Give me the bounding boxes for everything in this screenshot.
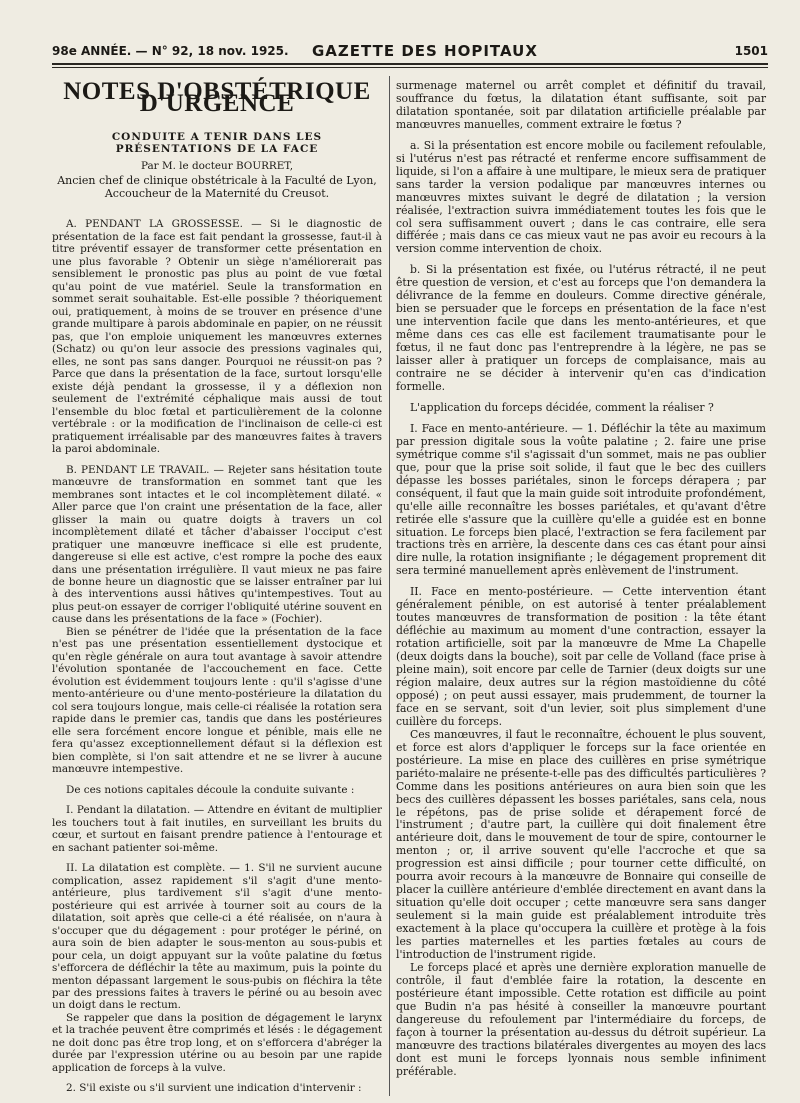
paragraph-application: L'application du forceps décidée, comment la réaliser ? (410, 400, 714, 414)
journal-title: GAZETTE DES HOPITAUX (312, 42, 538, 60)
paragraph-indication: 2. S'il existe ou s'il survient une indication d'intervenir : (66, 1082, 362, 1095)
paragraph-larynx: Se rappeler que dans la position de dégagement le larynx et la trachée peuvent être comprimés et lésés : le dégagement ne doit donc pas être trop long, et on s'efforcera d'abréger la durée par l'expression utérine ou au besoin par une rapide application de forceps à la vulve. (52, 1011, 382, 1074)
affiliation-line-1: Ancien chef de clinique obstétricale à la Faculté de Lyon, (57, 174, 377, 188)
article-subtitle: CONDUITE A TENIR DANS LES PRÉSENTATIONS DE LA FACE (111, 130, 323, 156)
paragraph-mento-posterieure: II. Face en mento-postérieure. — Cette intervention étant généralement pénible, on est autorisé à tenter préalablement toutes manœuvres de transformation de position : la tête étant défléchie au maximum au moment d'une contraction, essayer la rotation artificielle, soit par la manœuvre de Mme La Chapelle (deux doigts dans la bouche), soit par celle de Volland (face prise à pleine main), soit encore par celle de Tarnier (deux doigts sur une région malaire, deux autres sur la région mastoïdienne du côté opposé) ; on peut aussi essayer, mais prudemment, de tourner la face en se servant, soit d'un levier, soit plus simplement d'une cuillère du forceps. (396, 585, 766, 728)
byline: Par M. le docteur BOURRET, (140, 159, 294, 172)
paragraph-dilatation: I. Pendant la dilatation. — Attendre en évitant de multiplier les touchers tout à fait inutiles, en surveillant les bruits du cœur, et surtout en faisant prendre patience à l'entourage et en sachant patienter soi-même. (52, 804, 382, 854)
header-rule-thin (52, 67, 768, 68)
right-column (396, 80, 766, 1079)
column-divider (389, 76, 390, 1096)
left-column (52, 80, 382, 1095)
paragraph-version: a. Si la présentation est encore mobile ou facilement refoulable, si l'utérus n'est pas rétracté et renferme encore suffisamment de liquide, si l'on a affaire à une multipare, le mieux sera de pratiquer sans tarder la version podalique par manœuvres internes ou manœuvres mixtes suivant le degré de dilatation ; la version réalisée, l'extraction suivra immédiatement toutes les fois que le col sera suffisamment ouvert ; dans le cas contraire, elle sera différée ; mais dans ce cas mieux vaut ne pas avoir eu recours à la version comme intervention de choix. (396, 138, 766, 256)
paragraph-travail: B. PENDANT LE TRAVAIL. — Rejeter sans hésitation toute manœuvre de transformation en sommet tant que les membranes sont intactes et le col incomplètement dilaté. « Aller parce que l'on craint une présentation de la face, aller glisser la main ou quatre doigts à travers un col incomplètement dilaté et tâcher d'abaisser l'occiput c'est pratiquer une manœuvre inefficace si elle est prudente, dangereuse si elle est active, c'est rompre la poche des eaux dans une présentation irrégulière. Il vaut mieux ne pas faire de bonne heure un diagnostic que se laisser entraîner par lui à des interventions aussi hâtives qu'intempestives. Tout au plus peut-on essayer de corriger l'obliquité utérine souvent en cause dans les présentations de la face » (Fochier). (52, 463, 382, 626)
paragraph-manoeuvres: Ces manœuvres, il faut le reconnaître, échouent le plus souvent, et force est alors d'appliquer le forceps sur la face orientée en postérieure. La mise en place des cuillères en prise symétrique pariéto-malaire ne présente-t-elle pas des difficultés particulières ? Comme dans les positions antérieures on aura bien soin que les becs des cuillères dépassent les bosses pariétales, sans cela, nous le répétons, pas de prise solide et dérapement forcé de l'instrument ; d'autre part, la cuillère qui doit finalement être antérieure doit, dans le mouvement de tour de spire, contourner le menton ; or, il arrive souvent qu'elle l'accroche et que sa progression est ainsi difficile ; pour tourner cette difficulté, on pourra avoir recours à la manœuvre de Bonnaire qui conseille de placer la cuillère antérieure d'emblée directement en avant dans la situation qu'elle doit occuper ; cette manœuvre sera sans danger seulement si la main guide est préalablement introduite très exactement à la place qu'occupera la cuillère et protège à la fois les parties maternelles et les parties fœtales au cours de l'introduction de l'instrument rigide. (396, 727, 766, 961)
paragraph-evolution: Bien se pénétrer de l'idée que la présentation de la face n'est pas une présentation essentiellement dystocique et qu'en règle générale on aura tout avantage à savoir attendre l'évolution spontanée de l'accouchement en face. Cette évolution est évidemment toujours lente : qu'il s'agisse d'une mento-antérieure ou d'une mento-postérieure la dilatation du col sera toujours longue, mais celle-ci réalisée la rotation sera rapide dans le premier cas, tandis que dans les postérieures elle sera forcément encore longue et pénible, mais elle ne fera qu'assez exceptionnellement défaut si la déflexion est bien complète, si l'on sait attendre et ne se livrer à aucune manœuvre intempestive. (52, 625, 382, 776)
affiliation-line-2: Accoucheur de la Maternité du Creusot. (104, 187, 330, 201)
paragraph-grossesse: A. PENDANT LA GROSSESSE. — Si le diagnostic de présentation de la face est fait pendant la grossesse, faut-il à titre préventif essayer de transformer cette présentation en une plus favorable ? Obtenir un siège n'améliorerait pas sensiblement le pronostic pas plus au point de vue fœtal qu'au point de vue matériel. Seule la transformation en sommet serait souhaitable. Est-elle possible ? théoriquement oui, pratiquement, à moins de se trouver en présence d'une grande multipare à parois abdominale en papier, on ne réussit pas, que l'on emploie uniquement les manœuvres externes (Schatz) ou qu'on leur associe des pressions vaginales qui, elles, ne sont pas sans danger. Pourquoi ne réussit-on pas ? Parce que dans la présentation de la face, surtout lorsqu'elle existe déjà pendant la grossesse, il y a déflexion non seulement de l'extrémité céphalique mais aussi de tout l'ensemble du bloc fœtal et particulièrement de la colonne vertébrale : or la modification de l'inclinaison de celle-ci est pratiquement irréalisable par des manœuvres faites à travers la paroi abdominale. (52, 218, 382, 456)
header-rule (52, 63, 768, 65)
paragraph-surmenage: surmenage maternel ou arrêt complet et définitif du travail, souffrance du fœtus, la dilatation étant suffisante, soit par dilatation spontanée, soit par dilatation artificielle préalable par manœuvres manuelles, comment extraire le fœtus ? (396, 79, 766, 131)
paragraph-rotation: Le forceps placé et après une dernière exploration manuelle de contrôle, il faut d'emblée faire la rotation, la descente en postérieure étant impossible. Cette rotation est difficile au point que Budin n'a pas hésité à conseiller la manœuvre pourtant dangereuse du refoulement par l'intermédiaire du forceps, de façon à tourner la présentation au-dessus du détroit supérieur. La manœuvre des tractions bilatérales divergentes au moyen des lacs dont est muni le forceps lyonnais nous semble infiniment préférable. (396, 960, 766, 1078)
page-number: 1501 (734, 44, 768, 58)
paragraph-dilatation-complete: II. La dilatation est complète. — 1. S'il ne survient aucune complication, assez rapidement s'il s'agit d'une mento-antérieure, plus tardivement s'il s'agit d'une mento-postérieure qui est arrivée à tourner soit au cours de la dilatation, soit après que celle-ci a été réalisée, on n'aura à s'occuper que du dégagement : pour protéger le périné, on aura soin de bien adapter le sous-menton au sous-pubis et pour cela, un doigt appuyant sur la voûte palatine du fœtus s'efforcera de défléchir la tête au maximum, puis la pointe du menton dépassant largement le sous-pubis on fléchira la tête par des pressions faites à travers le périné ou au besoin avec un doigt dans le rectum. (52, 862, 382, 1012)
paragraph-mento-anterieure: I. Face en mento-antérieure. — 1. Défléchir la tête au maximum par pression digitale sous la voûte palatine ; 2. faire une prise symétrique comme s'il s'agissait d'un sommet, mais ne pas oublier que, pour que la prise soit solide, il faut que le bec des cuillers dépasse les bosses pariétales, sinon le forceps dérapera ; par conséquent, il faut que la main guide soit introduite profondément, qu'elle aille reconnaître les bosses pariétales, et qu'avant d'être retirée elle s'assure que la cuillère qu'elle a guidée est en bonne situation. Le forceps bien placé, l'extraction se fera facilement par tractions très en arrière, la descente dans ces cas étant pour ainsi dire nulle, la rotation insignifiante ; le dégagement proprement dit sera terminé manuellement après enlèvement de l'instrument. (396, 421, 766, 578)
article-title: NOTES D'OBSTÉTRIQUE D'URGENCE (63, 78, 371, 118)
author-affiliation (52, 174, 382, 200)
paragraph-forceps: b. Si la présentation est fixée, ou l'utérus rétracté, il ne peut être question de version, et c'est au forceps que l'on demandera la délivrance de la femme en douleurs. Comme directive générale, bien se persuader que le forceps en présentation de la face n'est une intervention facile que dans les mento-antérieures, et que même dans ces cas elle est facilement traumatisante pour le fœtus, il ne faut donc pas l'entreprendre à la légère, ne pas se laisser aller à pratiquer un forceps de complaisance, mais au contraire ne se décider à intervenir qu'en cas d'indication formelle. (396, 263, 766, 393)
issue-info: 98e ANNÉE. — N° 92, 18 nov. 1925. (52, 44, 289, 58)
paragraph-conduite: De ces notions capitales découle la conduite suivante : (66, 783, 355, 796)
